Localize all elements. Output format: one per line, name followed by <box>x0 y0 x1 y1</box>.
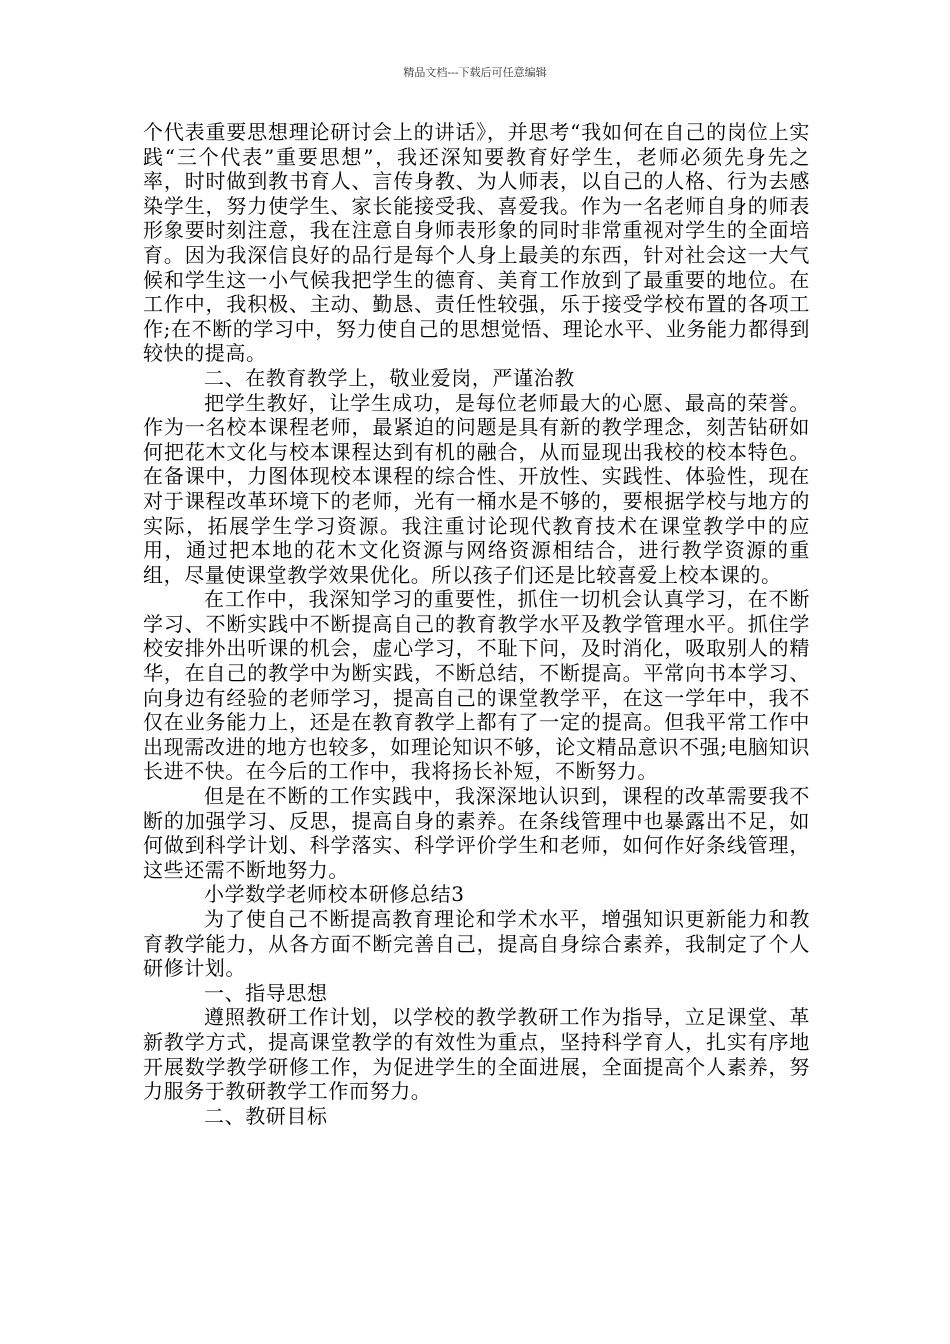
section-heading-guiding-ideology: 一、指导思想 <box>204 980 328 1005</box>
paragraph-continued: 个代表重要思想理论研讨会上的讲话》，并思考“我如何在自己的岗位上实践“三个代表”重要思想”，我还深知要教育好学生，老师必须先身先之率，时时做到教书育人、言传身教、为人师表，以自己的人格、行为去感染学生，努力使学生、家长能接受我、喜爱我。作为一名老师自身的师表形象要时刻注意，我在注意自身师表形象的同时非常重视对学生的全面培育。因为我深信良好的品行是每个人身上最美的东西，针对社会这一大气候和学生这一小气候我把学生的德育、美育工作放到了最重要的地位。在工作中，我积极、主动、勤恳、责任性较强，乐于接受学校布置的各项工作;在不断的学习中，努力使自己的思想觉悟、理论水平、业务能力都得到较快的提高。 <box>143 120 810 366</box>
paragraph: 把学生教好，让学生成功，是每位老师最大的心愿、最高的荣誉。作为一名校本课程老师，最紧迫的问题是具有新的教学理念，刻苦钻研如何把花木文化与校本课程达到有机的融合，从而显现出我校的校本特色。在备课中，力图体现校本课程的综合性、开放性、实践性、体验性，现在对于课程改革环境下的老师，光有一桶水是不够的，要根据学校与地方的实际，拓展学生学习资源。我注重讨论现代教育技术在课堂教学中的应用，通过把本地的花木文化资源与网络资源相结合，进行教学资源的重组，尽量使课堂教学效果优化。所以孩子们还是比较喜爱上校本课的。 <box>143 390 810 587</box>
document-body <box>143 120 810 1128</box>
paragraph: 在工作中，我深知学习的重要性，抓住一切机会认真学习，在不断学习、不断实践中不断提高自己的教育教学水平及教学管理水平。抓住学校安排外出听课的机会，虚心学习，不耻下问，及时消化，吸取别人的精华，在自己的教学中为断实践，不断总结，不断提高。平常向书本学习、向身边有经验的老师学习，提高自己的课堂教学平，在这一学年中，我不仅在业务能力上，还是在教育教学上都有了一定的提高。但我平常工作中出现需改进的地方也较多，如理论知识不够，论文精品意识不强;电脑知识长进不快。在今后的工作中，我将扬长补短，不断努力。 <box>143 587 810 784</box>
paragraph: 为了使自己不断提高教育理论和学术水平，增强知识更新能力和教育教学能力，从各方面不断完善自己，提高自身综合素养，我制定了个人研修计划。 <box>143 907 810 981</box>
paragraph: 遵照教研工作计划，以学校的教学教研工作为指导，立足课堂、革新教学方式，提高课堂教学的有效性为重点，坚持科学育人，扎实有序地开展数学教学研修工作，为促进学生的全面进展，全面提高个人素养，努力服务于教研教学工作而努力。 <box>143 1005 810 1104</box>
section-heading-research-goals: 二、教研目标 <box>204 1103 328 1128</box>
document-title: 小学数学老师校本研修总结3 <box>204 882 465 907</box>
section-heading-teaching: 二、在教育教学上，敬业爱岗，严谨治教 <box>204 365 575 390</box>
paragraph: 但是在不断的工作实践中，我深深地认识到，课程的改革需要我不断的加强学习、反思，提高自身的素养。在条线管理中也暴露出不足，如何做到科学计划、科学落实、科学评价学生和老师，如何作好条线管理，这些还需不断地努力。 <box>143 784 810 882</box>
page-header: 精品文档---下载后可任意编辑 <box>403 66 547 79</box>
